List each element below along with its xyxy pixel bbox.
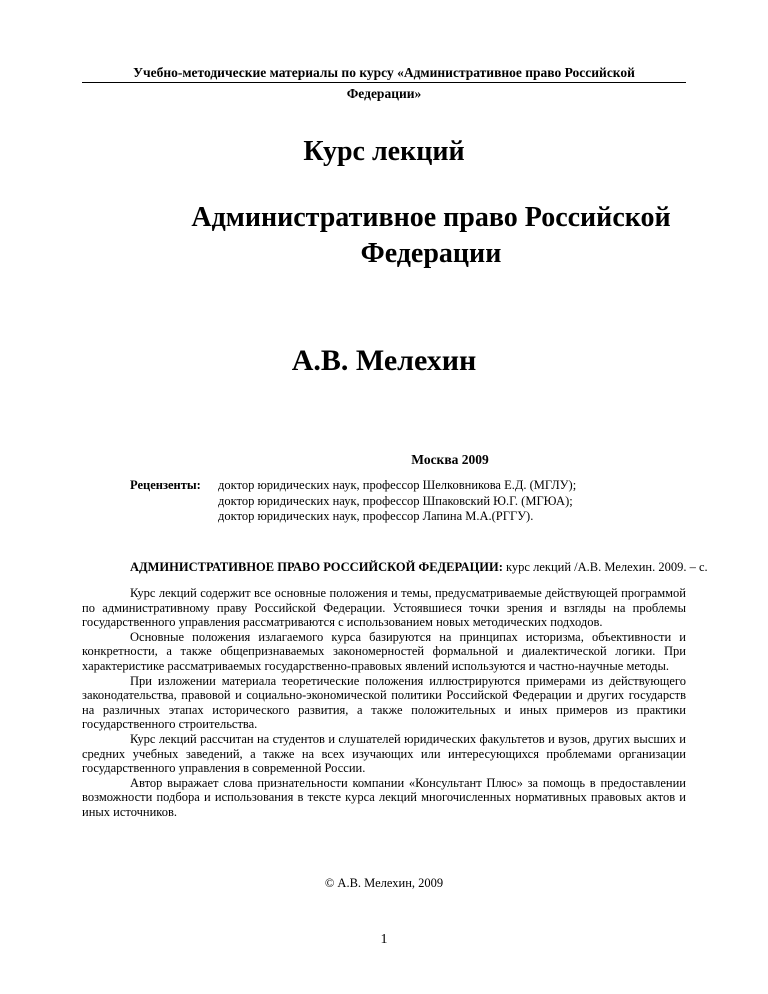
author-name: А.В. Мелехин (291, 344, 477, 377)
abstract-paragraph: Основные положения излагаемого курса базируются на принципах историзма, объективности и конкретности, а также общепризнаваемых закономерностей формальной и диалектической логики. При характеристике рассматриваемых государственно-правовых явлений используются и частно-научные методы. (82, 629, 686, 673)
header-line-2: Федерации» (346, 86, 422, 101)
abstract-paragraph: Курс лекций рассчитан на студентов и слушателей юридических факультетов и вузов, других высших и средних учебных заведений, а также на всех изучающих или интересующихся проблемами организации государственного управления в современной России. (82, 731, 686, 776)
running-header (82, 62, 686, 104)
main-title-line-2: Федерации (360, 238, 502, 269)
reviewer-item: доктор юридических наук, профессор Шпаковский Ю.Г. (МГЮА); (218, 493, 573, 508)
header-line-1: Учебно-методические материалы по курсу «Административное право Российской (133, 65, 635, 80)
bibliographic-title: АДМИНИСТРАТИВНОЕ ПРАВО РОССИЙСКОЙ ФЕДЕРАЦИИ: (130, 560, 503, 574)
reviewer-item: доктор юридических наук, профессор Лапина М.А.(РГГУ). (218, 509, 534, 523)
reviewers-label: Рецензенты: (130, 478, 201, 492)
bibliographic-details: курс лекций /А.В. Мелехин. 2009. – с. (502, 560, 708, 574)
abstract-paragraph: При изложении материала теоретические положения иллюстрируются примерами из действующего законодательства, правовой и социально-экономической политики Российской Федерации и других государств на различных этапах исторического развития, а также положительных и иных примеров из практики государственного строительства. (82, 673, 686, 732)
copyright-notice: © А.В. Мелехин, 2009 (324, 876, 444, 890)
header-divider (82, 82, 686, 83)
course-title: Курс лекций (303, 136, 465, 167)
reviewers-list (218, 478, 576, 525)
main-title-line-1: Административное право Российской (191, 202, 671, 233)
abstract-paragraph: Курс лекций содержит все основные положения и темы, предусматриваемые действующей программой по административному праву Российской Федерации. Устоявшиеся точки зрения и взгляды на проблемы государственного управления рассматриваются с использованием новых методических подходов. (82, 586, 686, 630)
page-number: 1 (380, 932, 388, 947)
abstract-paragraph: Автор выражает слова признательности компании «Консультант Плюс» за помощь в предоставлении возможности подбора и использования в тексте курса лекций многочисленных нормативных правовых актов и иных источников. (82, 775, 686, 819)
bibliographic-record (130, 560, 730, 575)
abstract (82, 586, 686, 820)
city-year: Москва 2009 (411, 452, 489, 467)
main-title (100, 200, 762, 272)
reviewer-item: доктор юридических наук, профессор Шелковникова Е.Д. (МГЛУ); (218, 478, 577, 492)
